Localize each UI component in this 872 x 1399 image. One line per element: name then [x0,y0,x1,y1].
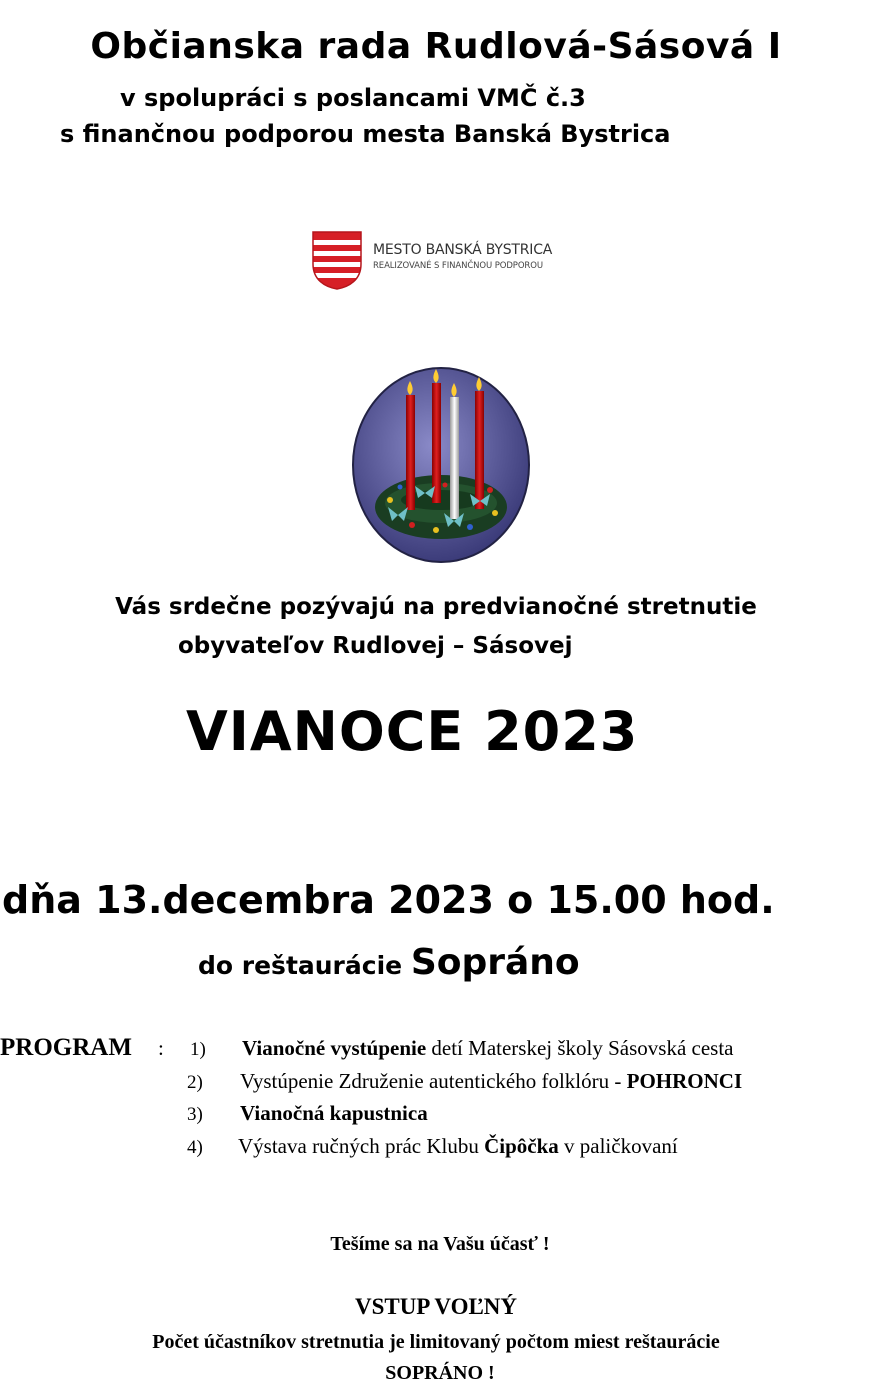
program-item-2-bold-tail: POHRONCI [626,1069,743,1093]
city-shield-icon [311,230,363,290]
page-title: Občianska rada Rudlová-Sásová I [90,26,782,67]
program-item-2 [240,1069,742,1094]
program-item-1-bold: Vianočné vystúpenie [242,1036,427,1060]
invitation-line-2: obyvateľov Rudlovej – Sásovej [178,633,573,659]
program-item-number: 4) [187,1137,203,1158]
program-item-number: 1) [190,1039,206,1060]
invitation-line-1: Vás srdečne pozývajú na predvianočné stretnutie [115,594,757,620]
advent-wreath-icon [350,365,532,570]
program-item-2-text: Vystúpenie Združenie autentického folklóru - [240,1069,627,1093]
program-item-4-text: Výstava ručných prác Klubu [238,1134,485,1158]
city-logo [311,228,571,292]
program-item-number: 3) [187,1104,203,1125]
logo-tagline: REALIZOVANÉ S FINANČNOU PODPOROU [373,261,543,271]
program-item-3-bold: Vianočná kapustnica [240,1101,428,1125]
subtitle-cooperation: v spolupráci s poslancami VMČ č.3 [120,84,586,112]
event-headline: VIANOCE 2023 [186,700,639,763]
program-item-number: 2) [187,1072,203,1093]
venue-prefix: do reštaurácie [198,951,411,980]
venue-name: Sopráno [410,942,580,983]
free-entry: VSTUP VOĽNÝ [354,1294,518,1319]
program-item-1-text: detí Materskej školy Sásovská cesta [426,1036,734,1060]
subtitle-funding: s finančnou podporou mesta Banská Bystrica [60,120,671,148]
program-item-4-bold-tail: Čipôčka [484,1134,559,1158]
program-label: PROGRAM [0,1034,132,1061]
program-item-3 [240,1101,428,1126]
logo-city-name: MESTO BANSKÁ BYSTRICA [373,242,553,258]
capacity-note: Počet účastníkov stretnutia je limitovaný počtom miest reštaurácie [152,1331,720,1353]
closing-line: Tešíme sa na Vašu účasť ! [330,1233,550,1255]
program-colon: : [158,1036,164,1060]
event-venue [198,942,580,983]
capacity-note-venue: SOPRÁNO ! [385,1362,495,1384]
program-item-4 [238,1134,678,1159]
program-item-4-after: v paličkovaní [558,1134,678,1158]
event-date: dňa 13.decembra 2023 o 15.00 hod. [2,878,775,922]
program-item-1 [242,1036,734,1061]
